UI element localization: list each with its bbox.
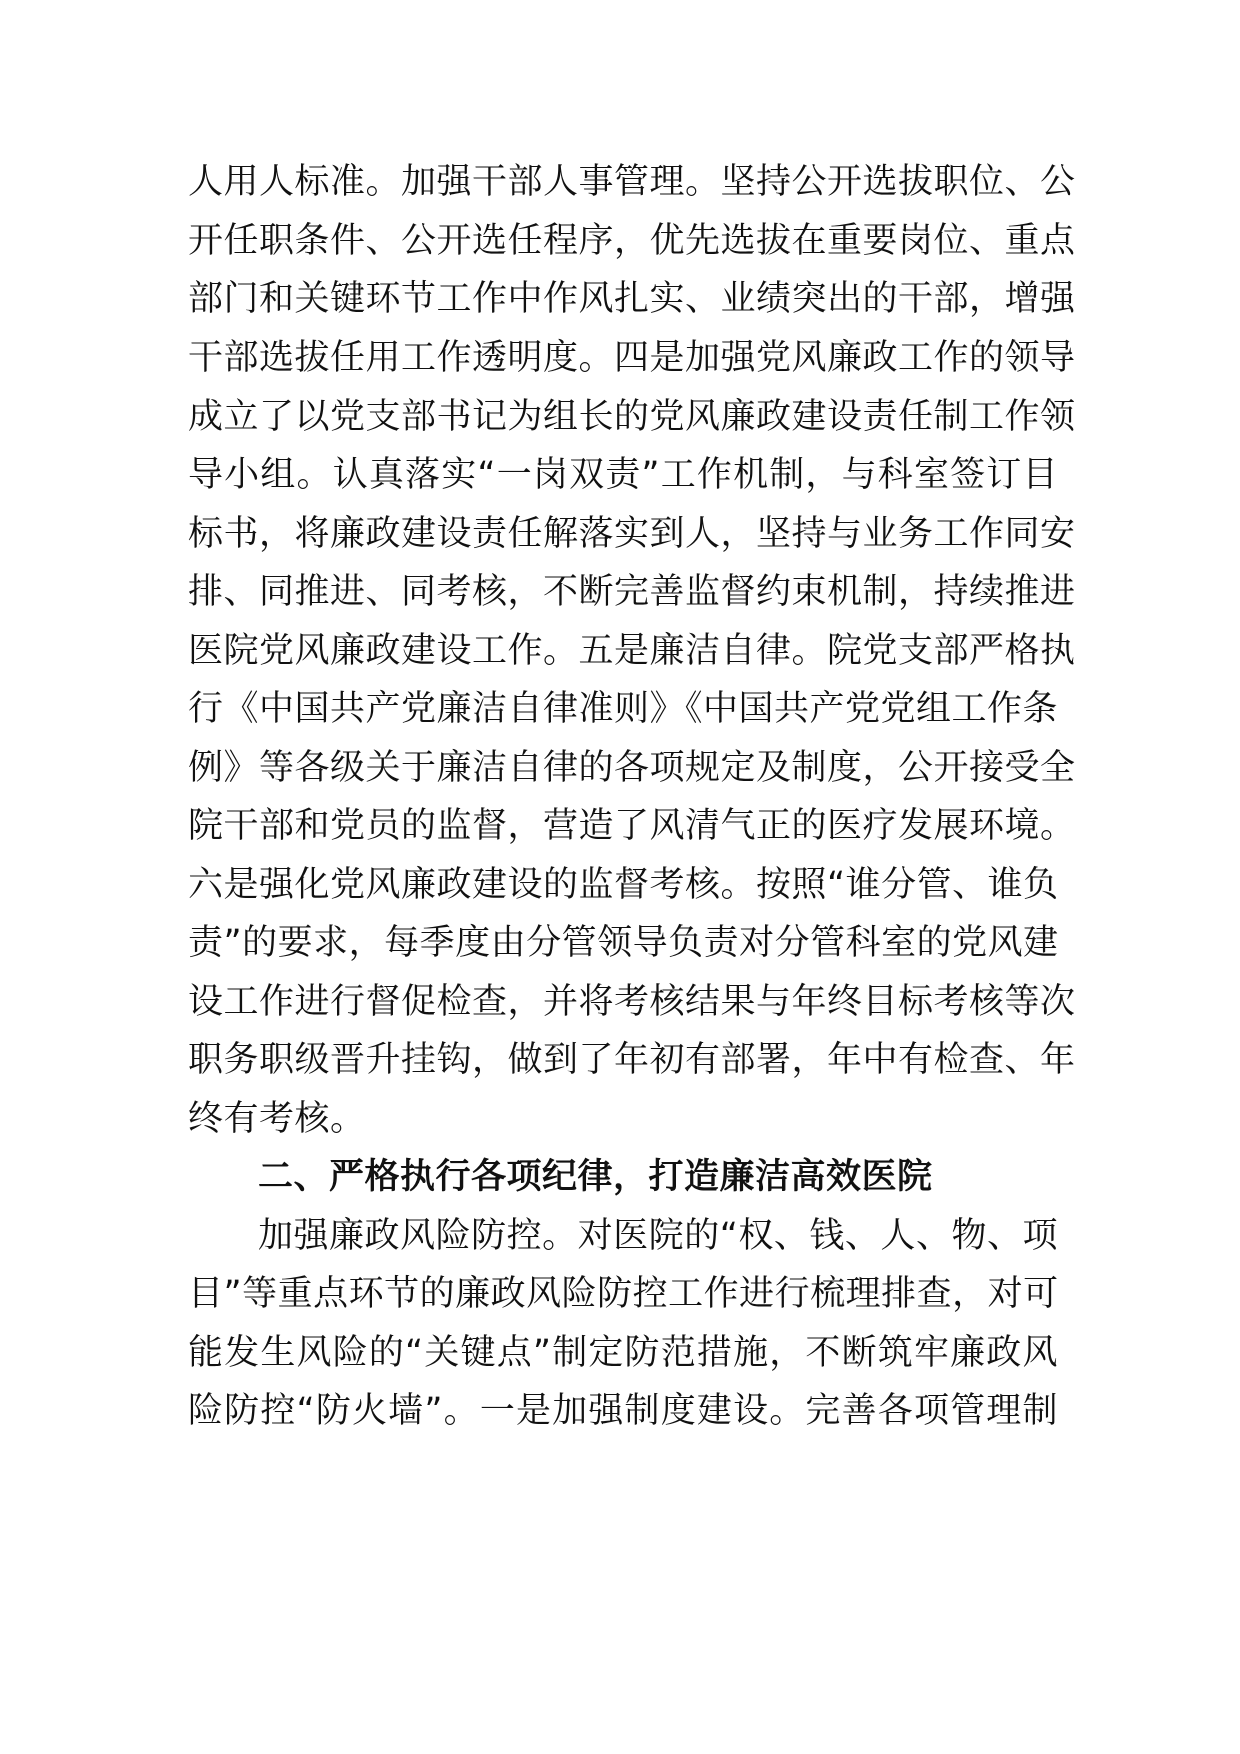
text-line: 终有考核。: [188, 1099, 366, 1139]
text-line: 医院党风廉政建设工作。五是廉洁自律。院党支部严格执: [188, 631, 1076, 671]
text-line: 责”的要求，每季度由分管领导负责对分管科室的党风建: [188, 923, 1059, 963]
text-line: 行《中国共产党廉洁自律准则》《中国共产党党组工作条: [188, 689, 1059, 729]
text-line: 导小组。认真落实“一岗双责”工作机制，与科室签订目: [188, 455, 1058, 495]
text-line: 开任职条件、公开选任程序，优先选拔在重要岗位、重点: [188, 221, 1076, 261]
text-line: 目”等重点环节的廉政风险防控工作进行梳理排查，对可: [188, 1274, 1059, 1314]
text-line: 排、同推进、同考核，不断完善监督约束机制，持续推进: [188, 572, 1076, 612]
text-line: 六是强化党风廉政建设的监督考核。按照“谁分管、谁负: [188, 865, 1059, 905]
text-line: 设工作进行督促检查，并将考核结果与年终目标考核等次: [188, 982, 1076, 1022]
text-line: 标书，将廉政建设责任解落实到人，坚持与业务工作同安: [188, 514, 1076, 554]
text-line: 干部选拔任用工作透明度。四是加强党风廉政工作的领导: [188, 338, 1076, 378]
text-line: 能发生风险的“关键点”制定防范措施，不断筑牢廉政风: [188, 1333, 1058, 1373]
text-line: 险防控“防火墙”。一是加强制度建设。完善各项管理制: [188, 1391, 1058, 1431]
text-line: 成立了以党支部书记为组长的党风廉政建设责任制工作领: [188, 397, 1076, 437]
text-line: 部门和关键环节工作中作风扎实、业绩突出的干部，增强: [188, 279, 1076, 319]
text-line: 院干部和党员的监督，营造了风清气正的医疗发展环境。: [188, 806, 1076, 846]
text-line: 人用人标准。加强干部人事管理。坚持公开选拔职位、公: [188, 162, 1076, 202]
text-line: 例》等各级关于廉洁自律的各项规定及制度，公开接受全: [188, 748, 1076, 788]
section-heading: 二、严格执行各项纪律，打造廉洁高效医院: [258, 1157, 933, 1197]
text-line: 加强廉政风险防控。对医院的“权、钱、人、物、项: [258, 1216, 1058, 1256]
text-line: 职务职级晋升挂钩，做到了年初有部署，年中有检查、年: [188, 1040, 1076, 1080]
